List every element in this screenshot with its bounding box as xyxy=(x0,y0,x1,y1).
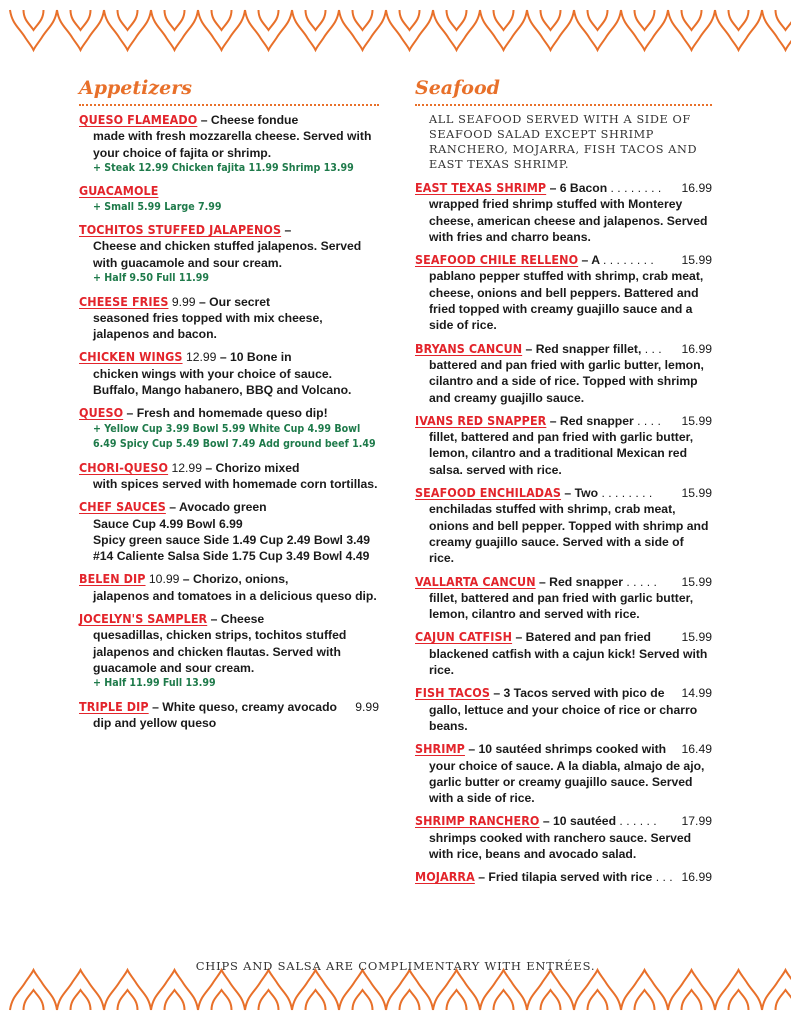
item-addons: + Yellow Cup 3.99 Bowl 5.99 White Cup 4.99 Bowl 6.49 Spicy Cup 5.49 Bowl 7.49 Add ground beef 1.49 xyxy=(93,422,376,451)
menu-item xyxy=(79,699,379,732)
item-first-line xyxy=(79,183,379,199)
item-description: fillet, battered and pan fried with garlic butter, lemon, cilantro and a traditional Mexican red salsa. served with rice. xyxy=(429,430,694,477)
item-price: 15.99 xyxy=(681,253,712,268)
appetizers-divider xyxy=(79,104,379,106)
item-price: 14.99 xyxy=(681,686,712,701)
border-inner-arch xyxy=(71,990,91,1010)
menu-item xyxy=(79,112,379,176)
seafood-list xyxy=(415,180,712,886)
item-description-start: – A xyxy=(581,253,600,268)
border-inner-arch xyxy=(259,990,279,1010)
border-inner-arch xyxy=(776,10,791,30)
menu-item xyxy=(79,405,379,452)
item-description: enchiladas stuffed with shrimp, crab meat, onions and bell pepper. Topped with shrimp and creamy guajillo sauce. Served with a side of rice. xyxy=(429,502,709,566)
price-leader: . . . . xyxy=(637,413,661,428)
menu-item xyxy=(79,499,379,564)
menu-item xyxy=(415,629,712,678)
item-first-line xyxy=(415,869,712,885)
border-inner-arch xyxy=(588,10,608,30)
border-inner-arch xyxy=(353,990,373,1010)
item-first-line xyxy=(415,413,712,429)
price-leader: . . . . . . . . xyxy=(601,486,653,501)
border-inner-arch xyxy=(118,10,138,30)
item-price: 15.99 xyxy=(681,413,712,428)
menu-item xyxy=(79,294,379,343)
item-description: blackened catfish with a cajun kick! Served with rice. xyxy=(429,646,708,678)
item-description-start: – Cheese fondue xyxy=(200,113,299,127)
item-first-line xyxy=(79,699,379,715)
item-description-start: – Chorizo, onions, xyxy=(182,572,289,587)
item-name: GUACAMOLE xyxy=(79,183,159,199)
item-name: JOCELYN'S SAMPLER xyxy=(79,611,208,627)
item-description: shrimps cooked with ranchero sauce. Served with rice, beans and avocado salad. xyxy=(429,830,692,861)
item-name: CHORI-QUESO xyxy=(79,459,169,475)
border-inner-arch xyxy=(635,10,655,30)
item-name: SHRIMP RANCHERO xyxy=(415,813,540,829)
item-description-start: – 6 Bacon xyxy=(549,181,608,195)
item-description: seasoned fries topped with mix cheese, jalapenos and bacon. xyxy=(93,310,323,342)
border-inner-arch xyxy=(682,10,702,30)
seafood-title: Seafood xyxy=(415,77,500,99)
item-description: your choice of sauce. A la diabla, almajo de ajo, garlic butter or creamy guajillo sauce. Served with a side of rice. xyxy=(429,758,705,806)
item-description-start: – White queso, creamy avocado xyxy=(152,699,337,714)
item-name: SEAFOOD CHILE RELLENO xyxy=(415,252,579,268)
border-inner-arch xyxy=(212,990,232,1010)
item-description-start: – 10 Bone in xyxy=(219,350,292,365)
item-description-start: – Red snapper fillet, xyxy=(525,341,642,356)
item-first-line xyxy=(79,405,379,421)
border-inner-arch xyxy=(306,990,326,1010)
item-name: SHRIMP xyxy=(415,741,465,757)
item-first-line xyxy=(415,574,712,590)
item-first-line xyxy=(79,349,379,365)
item-first-line xyxy=(79,294,379,310)
item-name: SEAFOOD ENCHILADAS xyxy=(415,485,562,501)
price-leader: . . . . . . xyxy=(619,814,657,829)
item-name: CHICKEN WINGS xyxy=(79,349,183,365)
item-description: Sauce Cup 4.99 Bowl 6.99 Spicy green sauce Side 1.49 Cup 2.49 Bowl 3.49 #14 Caliente Salsa Side 1.75 Cup 3.49 Bowl 4.49 xyxy=(93,516,371,564)
menu-item xyxy=(415,813,712,862)
border-inner-arch xyxy=(541,10,561,30)
item-name: TOCHITOS STUFFED JALAPENOS xyxy=(79,222,282,238)
border-inner-arch xyxy=(24,990,44,1010)
item-description: quesadillas, chicken strips, tochitos stuffed jalapenos and chicken flautas. Served with guacamole and sour cream. xyxy=(93,628,347,675)
menu-item xyxy=(79,571,379,604)
top-ornamental-border xyxy=(0,4,791,54)
item-addons: + Steak 12.99 Chicken fajita 11.99 Shrimp 13.99 xyxy=(93,161,354,174)
border-inner-arch xyxy=(306,10,326,30)
item-name: IVANS RED SNAPPER xyxy=(415,412,547,428)
item-price: 9.99 xyxy=(355,699,379,714)
border-inner-arch xyxy=(776,990,791,1010)
item-description-start: – Chorizo mixed xyxy=(205,460,300,475)
item-description: pablano pepper stuffed with shrimp, crab meat, cheese, onions and bell peppers. Battered and fried topped with creamy guajillo sauce and a side of rice. xyxy=(429,269,704,333)
item-price: 12.99 xyxy=(171,460,202,475)
bottom-ornamental-border xyxy=(0,966,791,1016)
border-inner-arch xyxy=(259,10,279,30)
item-description-start: – xyxy=(284,223,292,238)
item-price: 15.99 xyxy=(681,630,712,645)
price-leader: . . . xyxy=(644,341,662,356)
menu-item xyxy=(79,183,379,215)
item-description: wrapped fried shrimp stuffed with Monterey cheese, american cheese and jalapenos. Served with fries and charro beans. xyxy=(429,197,708,244)
border-inner-arch xyxy=(729,990,749,1010)
item-description: made with fresh mozzarella cheese. Served with your choice of fajita or shrimp. xyxy=(93,129,372,160)
appetizer-list xyxy=(79,112,379,731)
item-first-line xyxy=(79,611,379,627)
border-inner-arch xyxy=(165,990,185,1010)
border-inner-arch xyxy=(635,990,655,1010)
item-first-line xyxy=(79,571,379,587)
footer-note: CHIPS AND SALSA ARE COMPLIMENTARY WITH ENTRÉES. xyxy=(195,959,596,973)
item-description: with spices served with homemade corn tortillas. xyxy=(93,476,378,491)
item-description: battered and pan fried with garlic butter, lemon, cilantro and a side of rice. Topped with shrimp and creamy guajillo sauce. xyxy=(429,357,704,405)
item-first-line xyxy=(79,222,379,238)
item-first-line xyxy=(415,485,712,501)
item-description-start: – Our secret xyxy=(198,294,271,309)
border-inner-arch xyxy=(24,10,44,30)
border-inner-arch xyxy=(71,10,91,30)
item-description: fillet, battered and pan fried with garlic butter, lemon, cilantro and served with rice. xyxy=(429,590,694,622)
item-description: gallo, lettuce and your choice of rice or charro beans. xyxy=(429,702,698,733)
item-description-start: – Two xyxy=(564,486,599,501)
seafood-section xyxy=(415,76,712,893)
border-inner-arch xyxy=(682,990,702,1010)
appetizers-section xyxy=(79,76,379,738)
item-name: QUESO FLAMEADO xyxy=(79,112,198,127)
item-description-start: – Red snapper xyxy=(539,574,624,589)
border-inner-arch xyxy=(400,10,420,30)
item-name: VALLARTA CANCUN xyxy=(415,573,536,589)
menu-item xyxy=(79,349,379,398)
item-first-line xyxy=(415,813,712,829)
menu-item xyxy=(79,611,379,692)
item-price: 17.99 xyxy=(681,814,712,829)
item-description-start: – Batered and pan fried xyxy=(515,630,651,645)
menu-item xyxy=(79,222,379,286)
item-name: QUESO xyxy=(79,405,124,421)
price-leader: . . . . . . . . xyxy=(603,253,654,268)
border-inner-arch xyxy=(494,10,514,30)
item-description-start: – 3 Tacos served with pico de xyxy=(493,686,665,701)
item-name: BRYANS CANCUN xyxy=(415,340,523,356)
item-name: CAJUN CATFISH xyxy=(415,629,513,645)
item-price: 15.99 xyxy=(681,486,712,501)
menu-item xyxy=(415,413,712,478)
item-description-start: – Fresh and homemade queso dip! xyxy=(126,406,328,421)
item-first-line xyxy=(415,180,712,196)
menu-item xyxy=(415,685,712,734)
item-first-line xyxy=(415,252,712,268)
item-addons: + Small 5.99 Large 7.99 xyxy=(93,200,222,213)
item-first-line xyxy=(415,341,712,357)
price-leader: . . . xyxy=(655,870,673,885)
border-inner-arch xyxy=(447,10,467,30)
item-price: 15.99 xyxy=(681,574,712,589)
item-description-start: – 10 sautéed shrimps cooked with xyxy=(468,742,667,757)
menu-item xyxy=(415,741,712,806)
price-leader: . . . . . xyxy=(626,574,657,589)
menu-item xyxy=(415,869,712,885)
item-first-line xyxy=(415,629,712,645)
border-inner-arch xyxy=(541,990,561,1010)
item-name: BELEN DIP xyxy=(79,571,146,587)
border-inner-arch xyxy=(729,10,749,30)
item-description-start: – Fried tilapia served with rice xyxy=(478,870,653,885)
item-price: 16.99 xyxy=(681,870,712,885)
item-description: dip and yellow queso xyxy=(93,716,217,731)
item-first-line xyxy=(79,460,379,476)
menu-item xyxy=(415,341,712,406)
item-addons: + Half 9.50 Full 11.99 xyxy=(93,272,210,285)
border-inner-arch xyxy=(212,10,232,30)
item-description: jalapenos and tomatoes in a delicious queso dip. xyxy=(93,588,377,603)
item-first-line xyxy=(415,741,712,757)
border-inner-arch xyxy=(353,10,373,30)
seafood-divider xyxy=(415,104,712,106)
item-price: 12.99 xyxy=(185,350,217,365)
item-price: 16.99 xyxy=(681,181,712,195)
seafood-note: ALL SEAFOOD SERVED WITH A SIDE OF SEAFOOD SALAD EXCEPT SHRIMP RANCHERO, MOJARRA, FISH TACOS AND EAST TEXAS SHRIMP. xyxy=(429,113,698,171)
item-price: 16.49 xyxy=(681,742,712,757)
menu-item xyxy=(79,460,379,493)
item-name: MOJARRA xyxy=(415,869,475,885)
menu-item xyxy=(415,574,712,623)
item-name: FISH TACOS xyxy=(415,685,490,701)
item-first-line xyxy=(79,499,379,515)
item-price: 16.99 xyxy=(681,341,712,356)
border-inner-arch xyxy=(400,990,420,1010)
menu-item xyxy=(415,252,712,333)
appetizers-title: Appetizers xyxy=(79,77,192,99)
item-name: TRIPLE DIP xyxy=(79,698,149,714)
border-inner-arch xyxy=(588,990,608,1010)
item-name: EAST TEXAS SHRIMP xyxy=(415,180,547,195)
item-description-start: – 10 sautéed xyxy=(542,814,617,829)
item-first-line xyxy=(79,112,379,128)
item-price: 10.99 xyxy=(148,572,180,587)
item-name: CHEF SAUCES xyxy=(79,499,166,515)
item-addons: + Half 11.99 Full 13.99 xyxy=(93,677,216,690)
border-inner-arch xyxy=(447,990,467,1010)
border-inner-arch xyxy=(118,990,138,1010)
item-description-start: – Cheese xyxy=(210,612,265,627)
price-leader: . . . . . . . . xyxy=(610,181,662,195)
menu-item xyxy=(415,180,712,245)
item-first-line xyxy=(415,685,712,701)
item-description: chicken wings with your choice of sauce. Buffalo, Mango habanero, BBQ and Volcano. xyxy=(93,366,352,398)
item-price: 9.99 xyxy=(171,294,196,309)
item-description-start: – Avocado green xyxy=(169,500,267,515)
item-description-start: – Red snapper xyxy=(549,413,634,428)
border-inner-arch xyxy=(494,990,514,1010)
item-name: CHEESE FRIES xyxy=(79,293,169,309)
item-description: Cheese and chicken stuffed jalapenos. Served with guacamole and sour cream. xyxy=(93,239,362,270)
border-inner-arch xyxy=(165,10,185,30)
menu-item xyxy=(415,485,712,566)
